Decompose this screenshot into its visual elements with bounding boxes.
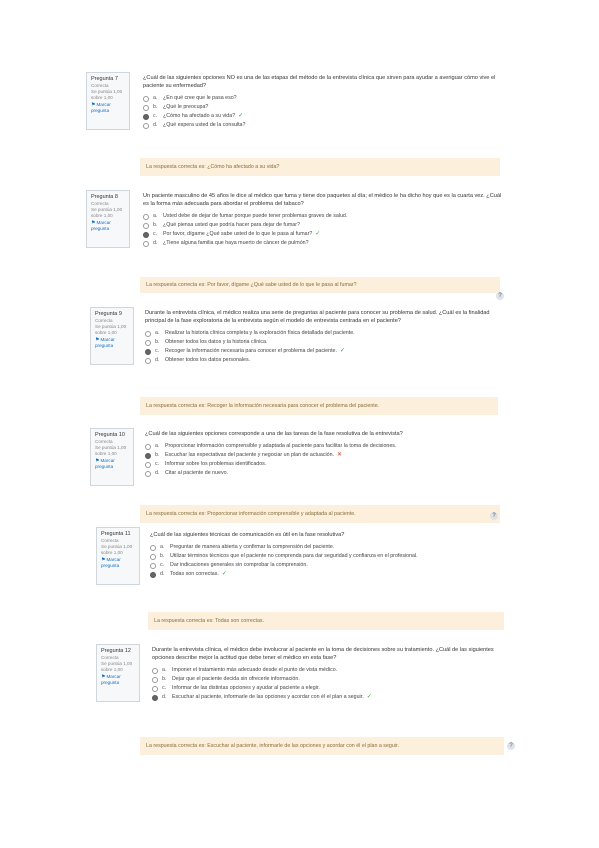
radio-button[interactable]	[150, 554, 156, 560]
question-status: Correcta	[95, 439, 113, 444]
answer-option[interactable]: d. ¿Tiene alguna familia que haya muerto de cáncer de pulmón?	[143, 239, 503, 248]
check-icon: ✓	[315, 231, 321, 237]
answer-list	[145, 442, 507, 478]
radio-button[interactable]	[145, 462, 151, 468]
radio-button[interactable]	[143, 105, 149, 111]
flag-question-link[interactable]: ⚑Marcar pregunta	[101, 674, 121, 685]
answer-option[interactable]: b. Utilizar términos técnicos que el paciente no comprenda para dar seguridad y confianza en el profesional.	[150, 552, 510, 561]
question-text: ¿Cuál de las siguientes técnicas de comunicación es útil en la fase resolutiva?	[150, 532, 345, 538]
radio-button[interactable]	[145, 349, 151, 355]
question-score: Se puntúa 1,00 sobre 1,00	[91, 207, 123, 218]
feedback-box: La respuesta correcta es: Recoger la información necesaria para conocer el problema del paciente.	[140, 397, 498, 415]
answer-option[interactable]: d. Escuchar al paciente, informarle de las opciones y acordar con él el plan a seguir. ✓	[152, 693, 512, 702]
radio-button[interactable]	[145, 340, 151, 346]
answer-option[interactable]: a. Realizar la historia clínica completa y la exploración física detallada del paciente.	[145, 329, 507, 338]
question-number: Pregunta 12	[101, 648, 131, 654]
question-score: Se puntúa 1,00 sobre 1,00	[91, 89, 123, 100]
feedback-box: La respuesta correcta es: ¿Cómo ha afectado a su vida?	[140, 158, 500, 176]
question-content	[145, 430, 507, 478]
question-info	[86, 72, 130, 130]
radio-button[interactable]	[152, 695, 158, 701]
question-number: Pregunta 10	[95, 432, 125, 438]
question-text: Durante la entrevista clínica, el médico realiza una serie de preguntas al paciente para conocer su problema de salud. ¿Cuál es la finalidad principal de la fase exploratoria de la entrevista según el modelo de entrevista centrada en el paciente?	[145, 310, 490, 324]
question-score: Se puntúa 1,00 sobre 1,00	[95, 324, 127, 335]
check-icon: ✓	[339, 348, 345, 354]
question-score: Se puntúa 1,00 sobre 1,00	[101, 544, 133, 555]
question-info	[90, 428, 134, 486]
question-info	[96, 527, 140, 585]
feedback-box: La respuesta correcta es: Todas son correctas.	[148, 612, 504, 630]
cross-icon: ✕	[337, 452, 343, 458]
radio-button[interactable]	[143, 96, 149, 102]
radio-button[interactable]	[143, 214, 149, 220]
question-text: ¿Cuál de las siguientes opciones corresponde a una de las tareas de la fase resolutiva de la entrevista?	[145, 431, 403, 437]
question-number: Pregunta 8	[91, 194, 118, 200]
question-info	[96, 644, 140, 702]
flag-question-link[interactable]: ⚑Marcar pregunta	[95, 337, 115, 348]
flag-icon: ⚑	[91, 102, 96, 108]
radio-button[interactable]	[152, 677, 158, 683]
flag-question-link[interactable]: ⚑Marcar pregunta	[101, 557, 121, 568]
answer-option[interactable]: d. Citar al paciente de nuevo.	[145, 469, 507, 478]
question-number: Pregunta 11	[101, 531, 131, 537]
radio-button[interactable]	[143, 241, 149, 247]
check-icon: ✓	[221, 571, 227, 577]
answer-list	[143, 212, 503, 248]
question-number: Pregunta 7	[91, 76, 118, 82]
flag-question-link[interactable]: ⚑Marcar pregunta	[95, 458, 115, 469]
question-info	[86, 190, 130, 248]
answer-option[interactable]: d. Todas son correctas. ✓	[150, 570, 510, 579]
flag-icon: ⚑	[101, 557, 106, 563]
radio-button[interactable]	[143, 223, 149, 229]
answer-option[interactable]: d. Obtener todos los datos personales.	[145, 356, 507, 365]
answer-option[interactable]: c. Informar sobre los problemas identificados.	[145, 460, 507, 469]
answer-option[interactable]: a. Usted debe de dejar de fumar porque puede tener problemas graves de salud.	[143, 212, 503, 221]
question-status: Correcta	[95, 318, 113, 323]
answer-option[interactable]: a. Preguntar de manera abierta y confirmar la comprensión del paciente.	[150, 543, 510, 552]
feedback-box: La respuesta correcta es: Por favor, dígame ¿Qué sabe usted de lo que le pasa al fumar?	[140, 277, 500, 293]
question-number: Pregunta 9	[95, 311, 122, 317]
question-info	[90, 307, 134, 365]
answer-option[interactable]: a. Imponer el tratamiento más adecuado desde el punto de vista médico.	[152, 666, 512, 675]
question-content	[143, 192, 503, 248]
answer-option[interactable]: c. ¿Cómo ha afectado a su vida? ✓	[143, 112, 503, 121]
radio-button[interactable]	[143, 114, 149, 120]
radio-button[interactable]	[152, 686, 158, 692]
answer-list	[143, 94, 503, 130]
answer-option[interactable]: b. Escuchar las expectativas del paciente y negociar un plan de actuación. ✕	[145, 451, 507, 460]
answer-list	[150, 543, 510, 579]
answer-option[interactable]: a. Proporcionar información comprensible y adaptada al paciente para facilitar la toma de decisiones.	[145, 442, 507, 451]
question-text: ¿Cuál de las siguientes opciones NO es una de las etapas del método de la entrevista clínica que sirven para ayudar a averiguar cómo vive el paciente su enfermedad?	[143, 75, 496, 89]
radio-button[interactable]	[150, 572, 156, 578]
answer-option[interactable]: c. Informar de las distintas opciones y ayudar al paciente a elegir.	[152, 684, 512, 693]
help-icon[interactable]: ?	[496, 292, 504, 300]
radio-button[interactable]	[152, 668, 158, 674]
answer-list	[145, 329, 507, 365]
question-status: Correcta	[91, 201, 109, 206]
answer-option[interactable]: d. ¿Qué espera usted de la consulta?	[143, 121, 503, 130]
help-icon[interactable]: ?	[490, 512, 498, 520]
flag-icon: ⚑	[95, 337, 100, 343]
answer-option[interactable]: b. ¿Qué le preocupa?	[143, 103, 503, 112]
question-score: Se puntúa 1,00 sobre 1,00	[95, 445, 127, 456]
radio-button[interactable]	[145, 453, 151, 459]
question-status: Correcta	[91, 83, 109, 88]
question-8	[86, 190, 506, 290]
answer-option[interactable]: c. Dar indicaciones generales sin comprobar la comprensión.	[150, 561, 510, 570]
help-icon[interactable]: ?	[507, 742, 515, 750]
question-content	[152, 646, 512, 702]
answer-option[interactable]: b. Obtener todos los datos y la historia clínica.	[145, 338, 507, 347]
feedback-box: La respuesta correcta es: Escuchar al paciente, informarle de las opciones y acordar con él el plan a seguir.	[140, 737, 504, 755]
check-icon: ✓	[366, 694, 372, 700]
radio-button[interactable]	[145, 444, 151, 450]
question-12	[96, 644, 516, 734]
question-content	[150, 531, 510, 579]
flag-icon: ⚑	[101, 674, 106, 680]
answer-option[interactable]: c. Por favor, dígame ¿Qué sabe usted de lo que le pasa al fumar? ✓	[143, 230, 503, 239]
question-score: Se puntúa 1,00 sobre 1,00	[101, 661, 133, 672]
answer-option[interactable]: b. ¿Qué piensa usted que podría hacer para dejar de fumar?	[143, 221, 503, 230]
check-icon: ✓	[238, 113, 244, 119]
question-text: Durante la entrevista clínica, el médico debe involucrar al paciente en la toma de decisiones sobre su tratamiento. ¿Cuál de las siguientes opciones describe mejor la actitud que debe tener el médico en esta fase?	[152, 647, 494, 661]
flag-icon: ⚑	[95, 458, 100, 464]
radio-button[interactable]	[150, 563, 156, 569]
answer-option[interactable]: b. Dejar que el paciente decida sin ofrecerle información.	[152, 675, 512, 684]
feedback-box: La respuesta correcta es: Proporcionar información comprensible y adaptada al paciente.	[140, 505, 500, 523]
flag-question-link[interactable]: ⚑Marcar pregunta	[91, 102, 111, 113]
question-content	[145, 309, 507, 365]
question-status: Correcta	[101, 655, 119, 660]
question-content	[143, 74, 503, 130]
radio-button[interactable]	[143, 123, 149, 129]
answer-option[interactable]: c. Recoger la información necesaria para conocer el problema del paciente. ✓	[145, 347, 507, 356]
radio-button[interactable]	[145, 331, 151, 337]
radio-button[interactable]	[143, 232, 149, 238]
radio-button[interactable]	[145, 358, 151, 364]
radio-button[interactable]	[145, 471, 151, 477]
flag-icon: ⚑	[91, 220, 96, 226]
flag-question-link[interactable]: ⚑Marcar pregunta	[91, 220, 111, 231]
radio-button[interactable]	[150, 545, 156, 551]
answer-option[interactable]: a. ¿En qué cree que le pasa eso?	[143, 94, 503, 103]
answer-list	[152, 666, 512, 702]
question-text: Un paciente masculino de 45 años le dice al médico que fuma y tiene dos paquetes al día; el médico le ha dicho hoy que es la cuarta vez. ¿Cuál es la forma más adecuada para abordar el problema del tabaco?	[143, 193, 502, 207]
question-status: Correcta	[101, 538, 119, 543]
question-11	[96, 527, 516, 623]
